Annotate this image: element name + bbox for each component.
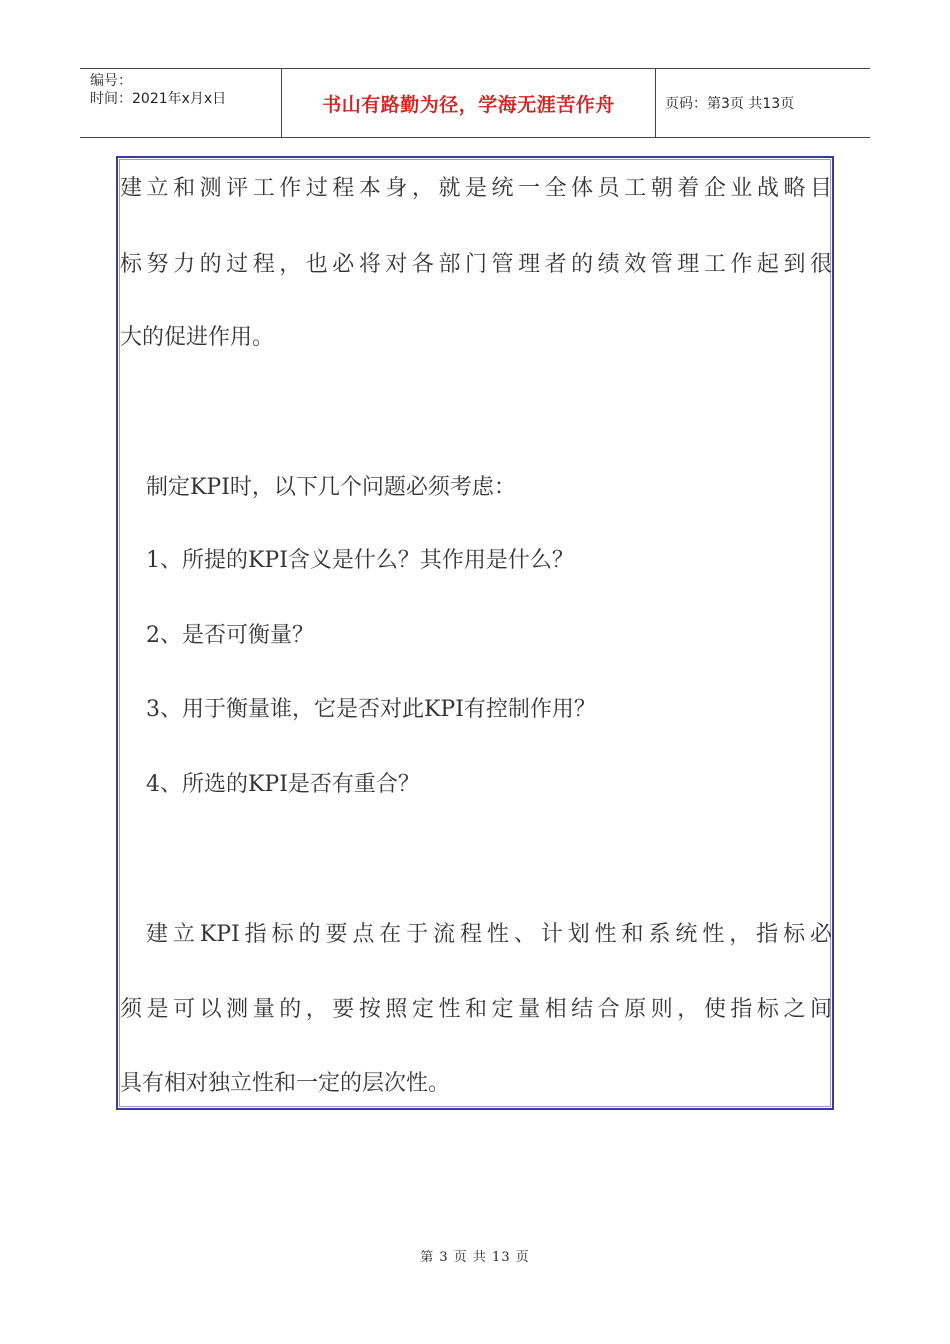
number-label: 编号： — [90, 73, 132, 89]
question-item: 2、是否可衡量？ — [146, 623, 314, 648]
paragraph1-line: 建立和测评工作过程本身，就是统一全体员工朝着企业战略目 — [120, 176, 832, 201]
question-item: 4、所选的KPI是否有重合？ — [146, 772, 420, 797]
paragraph1-line: 大的促进作用。 — [120, 325, 275, 350]
page-header — [80, 68, 870, 138]
paragraph2-line: 具有相对独立性和一定的层次性。 — [120, 1071, 451, 1096]
paragraph1-line: 标努力的过程，也必将对各部门管理者的绩效管理工作起到很 — [120, 252, 832, 277]
question-item: 3、用于衡量谁，它是否对此KPI有控制作用？ — [146, 697, 596, 722]
question-item: 1、所提的KPI含义是什么？其作用是什么？ — [146, 548, 574, 573]
motto-text: 书山有路勤为径，学海无涯苦作舟 — [322, 93, 615, 116]
header-meta — [80, 69, 280, 137]
header-motto-cell — [281, 69, 656, 137]
date-label: 时间：2021年x月x日 — [90, 91, 227, 107]
paragraph2-line: 须是可以测量的，要按照定性和定量相结合原则，使指标之间 — [120, 997, 832, 1022]
page-info-text: 页码：第3页 共13页 — [665, 96, 795, 112]
header-page-info — [655, 69, 870, 137]
kpi-intro: 制定KPI时，以下几个问题必须考虑： — [146, 475, 516, 500]
paragraph2-line: 建立KPI指标的要点在于流程性、计划性和系统性，指标必 — [146, 922, 832, 947]
page-footer: 第 3 页 共 13 页 — [420, 1250, 530, 1265]
